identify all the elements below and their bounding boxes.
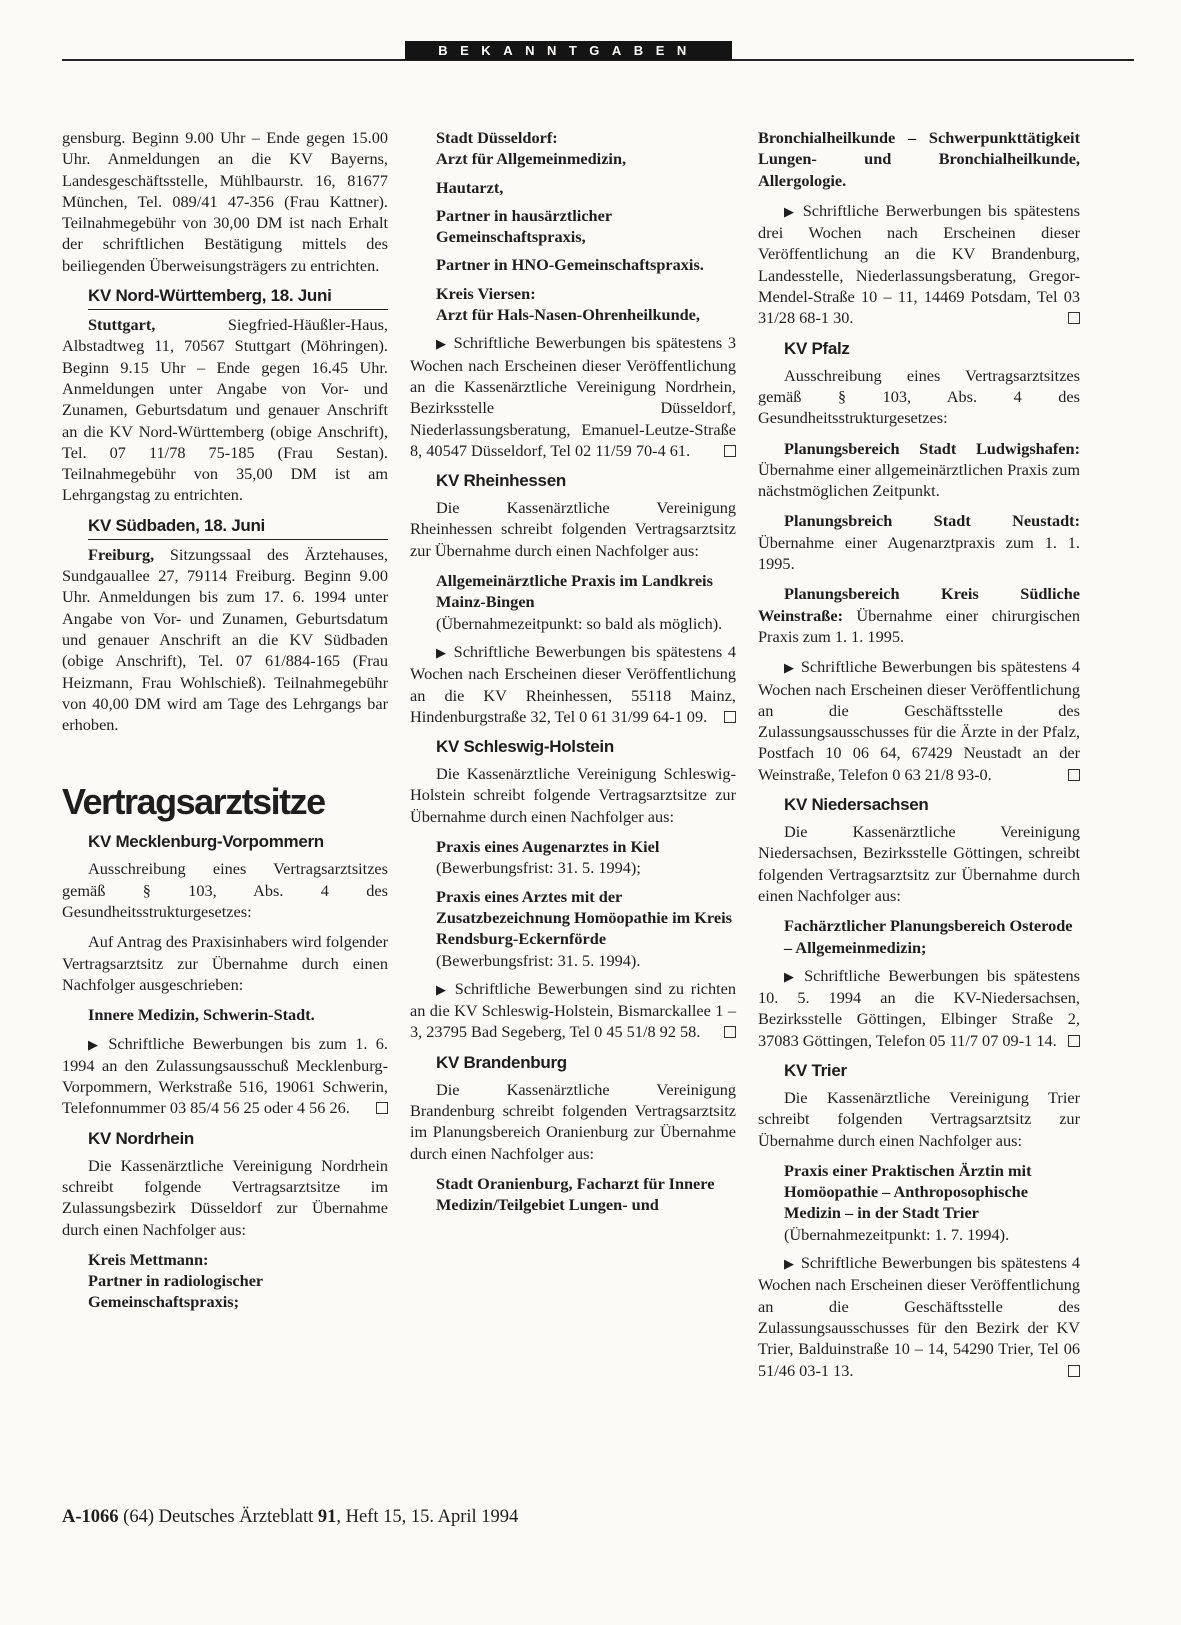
paragraph: Die Kassenärztliche Vereinigung Rheinhessen schreibt folgenden Vertragsarztsitz zur Übernahme durch einen Nachfolger aus: (410, 498, 736, 560)
square-end-icon (724, 445, 736, 457)
square-end-icon (1068, 1035, 1080, 1047)
paragraph: Die Kassenärztliche Vereinigung Schleswig-Holstein schreibt folgende Vertragsarztsitze zur Übernahme durch einen Nachfolger aus: (410, 764, 736, 826)
paragraph-text: Schriftliche Bewerbungen bis spätestens 10. 5. 1994 an die KV-Niedersachsen, Bezirksstelle Göttingen, Elbinger Straße 2, 37083 Göttingen, Telefon 05 11/7 07 09-1 14. (758, 965, 1081, 1050)
listing (758, 583, 1080, 647)
listing-continued: Bronchialheilkunde – Schwerpunkttätigkeit Lungen- und Bronchialheilkunde, Allergologie. (758, 128, 1080, 190)
listing-title: Praxis eines Arztes mit der Zusatzbezeichnung Homöopathie im Kreis Rendsburg-Eckernförde (436, 886, 732, 949)
listing (410, 886, 736, 971)
paragraph (410, 641, 736, 727)
listing-title: Praxis eines Augenarztes in Kiel (436, 837, 660, 857)
listing-title: Partner in hausärztlicher Gemeinschaftspraxis, (436, 205, 612, 247)
section-banner: BEKANNTGABEN (405, 41, 732, 60)
heading-kv-suedbaden: KV Südbaden, 18. Juni (88, 515, 388, 540)
triangle-right-icon: ▶ (436, 981, 449, 997)
heading-kv-rheinhessen: KV Rheinhessen (436, 471, 566, 491)
paragraph: Ausschreibung eines Vertragsarztsitzes gemäß § 103, Abs. 4 des Gesundheitsstrukturgesetzes: (62, 859, 388, 922)
paragraph-text: Schriftliche Bewerbungen bis spätestens 3 Wochen nach Erscheinen dieser Veröffentlichung an die Kassenärztliche Vereinigung Nordrhein, Bezirksstelle Düsseldorf, Niederlassungsberatung, Emanuel-Leutze-Straße 8, 40547 Düsseldorf, Tel 02 11/59 70-4 61. (410, 333, 737, 460)
listing (410, 177, 736, 198)
listing (758, 438, 1080, 502)
square-end-icon (724, 711, 736, 723)
page-footer (62, 1505, 762, 1529)
paragraph: Die Kassenärztliche Vereinigung Trier schreibt folgenden Vertragsarztsitz zur Übernahme durch einen Nachfolger aus: (758, 1087, 1080, 1150)
paragraph (410, 332, 736, 461)
footer-volume: 91 (317, 1507, 337, 1527)
column-1 (62, 127, 388, 1320)
listing-title: Partner in HNO-Gemeinschaftspraxis. (436, 255, 704, 275)
paragraph: Die Kassenärztliche Vereinigung Brandenburg schreibt folgenden Vertragsarztsitz im Planungsbereich Oranienburg zur Übernahme durch einen Nachfolger aus: (410, 1079, 736, 1163)
paragraph (410, 978, 736, 1043)
paragraph-text: Schriftliche Bewerbungen bis spätestens 4 Wochen nach Erscheinen dieser Veröffentlichung an die KV Rheinhessen, 55118 Mainz, Hindenburgstraße 32, Tel 0 61 31/99 64-1 09. (410, 641, 737, 726)
column-3 (758, 127, 1080, 1390)
listing (62, 1249, 388, 1313)
listing-title: Hautarzt, (436, 177, 504, 197)
footer-issue: , Heft 15, 15. April 1994 (336, 1507, 519, 1527)
listing-title: Stadt Düsseldorf: (436, 128, 558, 147)
listing (410, 570, 736, 634)
listing-note: (Übernahmezeitpunkt: so bald als möglich). (436, 613, 723, 633)
listing-title: Arzt für Hals-Nasen-Ohrenheilkunde, (436, 305, 700, 325)
paragraph (62, 1033, 388, 1119)
page-number: A-1066 (62, 1507, 119, 1527)
place-label: Freiburg, (88, 544, 155, 564)
listing: Fachärztlicher Planungsbereich Osterode – Allgemeinmedizin; (784, 916, 1073, 957)
listing-title: Planungsbereich Stadt Ludwigshafen: (784, 438, 1080, 458)
listing (410, 254, 736, 275)
paragraph: Die Kassenärztliche Vereinigung Nordrhein schreibt folgende Vertragsarztsitze im Zulassungsbezirk Düsseldorf zur Übernahme durch einen Nachfolger aus: (62, 1155, 388, 1239)
paragraph: Auf Antrag des Praxisinhabers wird folgender Vertragsarztsitz zur Übernahme durch einen Nachfolger ausgeschrieben: (62, 932, 388, 994)
footer-journal: (64) Deutsches Ärzteblatt (123, 1507, 314, 1527)
section-title: Vertragsarztsitze (62, 781, 325, 823)
heading-kv-schleswig-holstein: KV Schleswig-Holstein (436, 737, 614, 757)
listing-note: Übernahme einer allgemeinärztlichen Praxis zum nächstmöglichen Zeitpunkt. (758, 459, 1080, 501)
square-end-icon (1068, 769, 1080, 781)
square-end-icon (1068, 312, 1080, 324)
listing-note: (Bewerbungsfrist: 31. 5. 1994). (436, 950, 641, 970)
paragraph-text: Siegfried-Häußler-Haus, Albstadtweg 11, 70567 Stuttgart (Möhringen). Beginn 9.15 Uhr – Ende gegen 16.45 Uhr. Anmeldungen unter Angabe von Vor- und Zunamen, Geburtsdatum und genauer Anschrift an die KV Nord-Württemberg (obige Anschrift), Tel. 07 11/78 75-185 (Frau Sestan). Teilnahmegebühr von 35,00 DM ist am Lehrgangstag zu entrichten. (62, 315, 388, 505)
paragraph (758, 200, 1080, 329)
paragraph (758, 656, 1080, 785)
paragraph (758, 1252, 1080, 1381)
listing-title: Planungsbreich Stadt Neustadt: (784, 511, 1080, 531)
paragraph-text: Schriftliche Bewerbungen sind zu richten an die KV Schleswig-Holstein, Bismarckallee 1 – 3, 23795 Bad Segeberg, Tel 0 45 51/8 92 58. (410, 978, 737, 1042)
listing-title: Partner in radiologischer Gemeinschaftspraxis; (88, 1271, 263, 1312)
paragraph-text: Sitzungssaal des Ärztehauses, Sundgauallee 27, 79114 Freiburg. Beginn 9.00 Uhr. Anmeldungen bis zum 17. 6. 1994 unter Angabe von Vor- und Zunamen, Geburtsdatum und genauer Anschrift an die KV Südbaden (obige Anschrift), Tel. 07 61/884-165 (Frau Heizmann, Frau Wohlschieß). Teilnahmegebühr von 40,00 DM wird am Tage des Lehrgangs bar erhoben. (62, 544, 388, 735)
heading-kv-brandenburg: KV Brandenburg (436, 1052, 567, 1072)
triangle-right-icon: ▶ (784, 203, 797, 219)
triangle-right-icon: ▶ (784, 1256, 795, 1272)
listing (758, 510, 1080, 574)
triangle-right-icon: ▶ (436, 644, 448, 660)
listing: Innere Medizin, Schwerin-Stadt. (88, 1005, 315, 1025)
heading-kv-pfalz: KV Pfalz (784, 338, 850, 358)
heading-kv-nord-wuerttemberg: KV Nord-Württemberg, 18. Juni (88, 285, 388, 310)
triangle-right-icon: ▶ (784, 660, 795, 676)
paragraph-text: Schriftliche Berwerbungen bis spätestens drei Wochen nach Erscheinen dieser Veröffentlichung an die KV Brandenburg, Landesstelle, Niederlassungsberatung, Gregor-Mendel-Straße 10 – 11, 14469 Potsdam, Tel 03 31/28 68-1 30. (758, 200, 1080, 328)
place-label: Stuttgart, (88, 315, 156, 335)
paragraph (758, 965, 1080, 1051)
triangle-right-icon: ▶ (88, 1036, 103, 1052)
heading-kv-mecklenburg-vorpommern: KV Mecklenburg-Vorpommern (88, 832, 324, 852)
square-end-icon (724, 1026, 736, 1038)
listing-note: (Bewerbungsfrist: 31. 5. 1994); (436, 858, 641, 878)
listing (410, 127, 736, 170)
triangle-right-icon: ▶ (784, 968, 799, 984)
listing (410, 283, 736, 326)
paragraph: gensburg. Beginn 9.00 Uhr – Ende gegen 15.00 Uhr. Anmeldungen an die KV Bayerns, Landesgeschäftsstelle, Mühlbaurstr. 16, 81677 München, Tel. 089/41 47-356 (Frau Kattner). Teilnahmegebühr von 30,00 DM ist nach Erhalt der schriftlichen Bestätigung mittels des beiliegenden Überweisungsträgers zu entrichten. (62, 128, 388, 275)
listing (410, 836, 736, 879)
listing-note: Übernahme einer Augenarztpraxis zum 1. 1. 1995. (758, 532, 1080, 574)
listing-title: Allgemeinärztliche Praxis im Landkreis Mainz-Bingen (436, 571, 713, 612)
listing-title: Planungsbereich Kreis Südliche Weinstraße: (758, 584, 1080, 625)
column-2 (410, 127, 736, 1222)
paragraph (62, 544, 388, 736)
paragraph: Ausschreibung eines Vertragsarztsitzes gemäß § 103, Abs. 4 des Gesundheitsstrukturgesetzes: (758, 365, 1080, 428)
paragraph-text: Schriftliche Bewerbungen bis spätestens 4 Wochen nach Erscheinen dieser Veröffentlichung an die Geschäftsstelle des Zulassungsausschusses für den Bezirk der KV Trier, Balduinstraße 10 – 14, 54290 Trier, Tel 06 51/46 03-1 13. (758, 1253, 1081, 1380)
listing-title: Praxis einer Praktischen Ärztin mit Homöopathie – Anthroposophische Medizin – in der Stadt Trier (784, 1160, 1032, 1223)
listing-title: Kreis Viersen: (436, 283, 536, 303)
triangle-right-icon: ▶ (436, 336, 448, 352)
heading-kv-nordrhein: KV Nordrhein (88, 1128, 194, 1148)
square-end-icon (376, 1102, 388, 1114)
heading-kv-niedersachsen: KV Niedersachsen (784, 795, 929, 815)
heading-kv-trier: KV Trier (784, 1060, 847, 1080)
listing (758, 1160, 1080, 1245)
listing-note: Übernahme einer chirurgischen Praxis zum 1. 1. 1995. (758, 605, 1080, 646)
paragraph-text: Schriftliche Bewerbungen bis spätestens 4 Wochen nach Erscheinen dieser Veröffentlichung an die Geschäftsstelle des Zulassungsausschusses für die Ärzte in der Pfalz, Postfach 10 06 64, 67429 Neustadt an der Weinstraße, Telefon 0 63 21/8 93-0. (758, 657, 1081, 784)
listing-title: Kreis Mettmann: (88, 1249, 209, 1269)
listing (410, 205, 736, 248)
paragraph-text: Schriftliche Bewerbungen bis zum 1. 6. 1994 an den Zulassungsausschuß Mecklenburg-Vorpommern, Werkstraße 516, 19061 Schwerin, Telefonnummer 03 85/4 56 25 oder 4 56 26. (62, 1033, 389, 1118)
listing-note: (Übernahmezeitpunkt: 1. 7. 1994). (784, 1224, 1010, 1244)
paragraph: Die Kassenärztliche Vereinigung Niedersachsen, Bezirksstelle Göttingen, schreibt folgenden Vertragsarztsitz zur Übernahme durch einen Nachfolger aus: (758, 822, 1080, 905)
square-end-icon (1068, 1365, 1080, 1377)
listing-title: Arzt für Allgemeinmedizin, (436, 149, 627, 169)
listing: Stadt Oranienburg, Facharzt für Innere Medizin/Teilgebiet Lungen- und (436, 1173, 715, 1215)
paragraph (62, 314, 388, 506)
